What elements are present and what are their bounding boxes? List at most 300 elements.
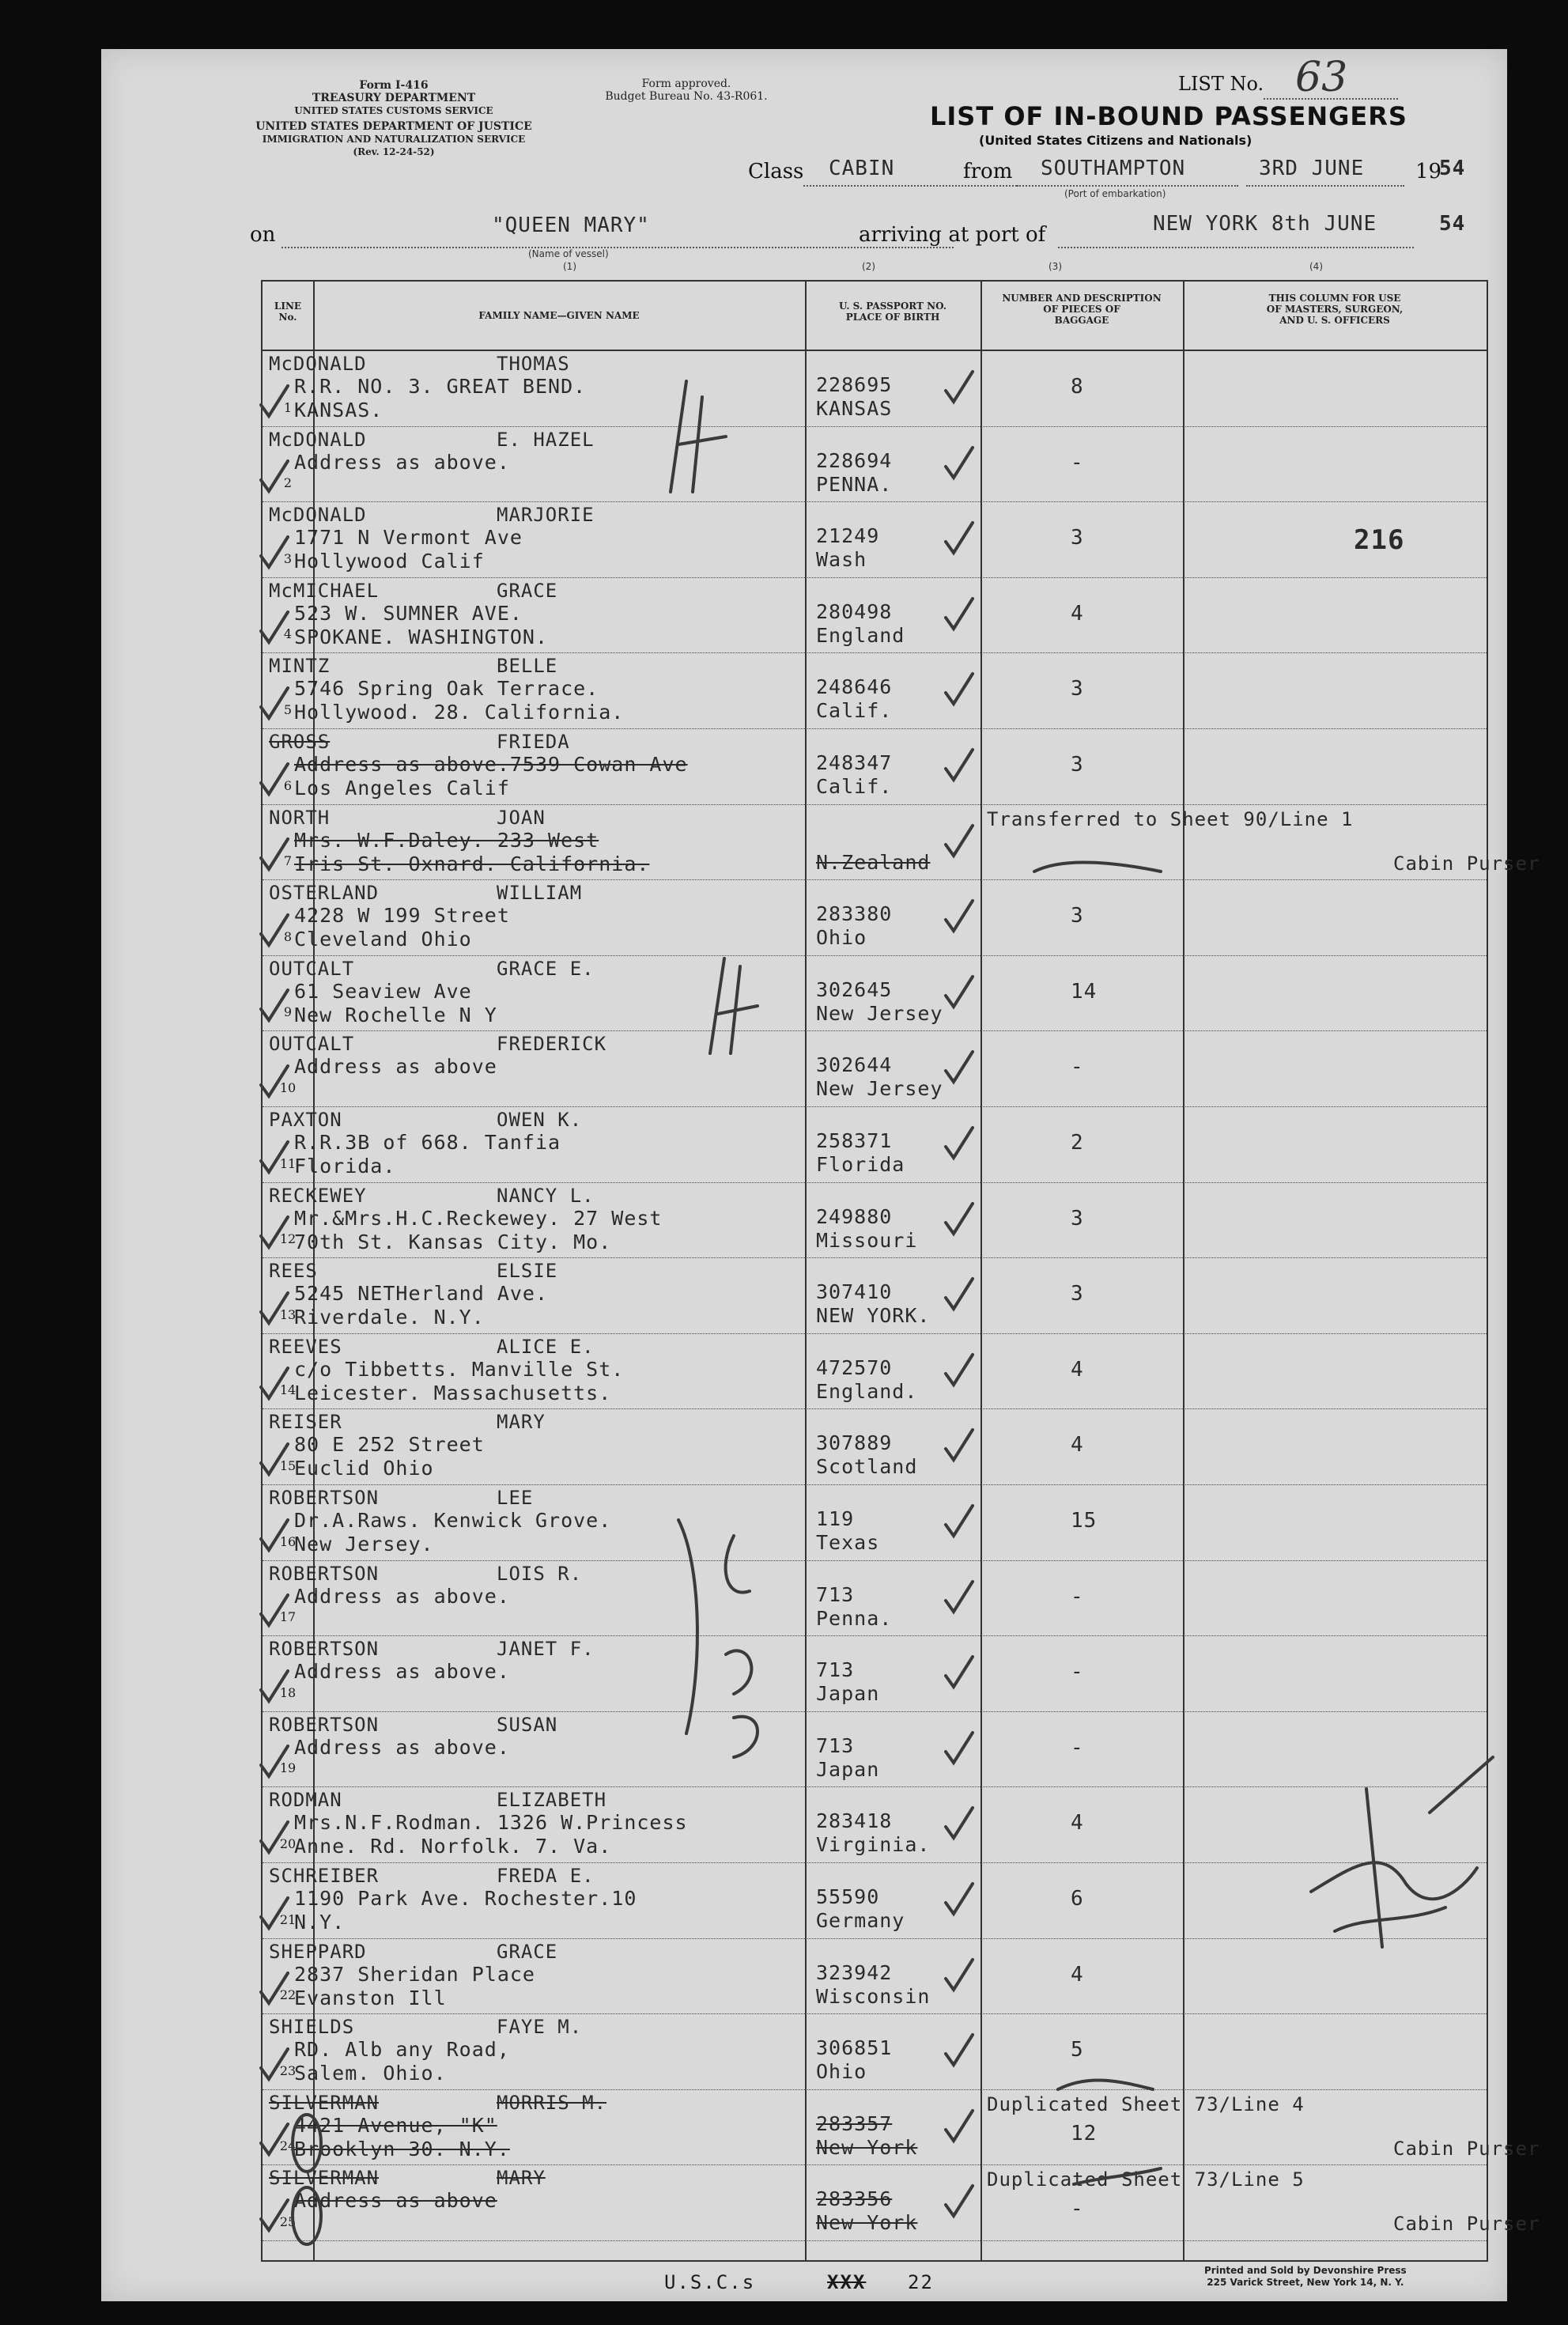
address-line-2: Brooklyn 30. N.Y. [294, 2137, 510, 2161]
check-mark [943, 443, 974, 481]
arriving-label: arriving at port of [859, 223, 1046, 247]
address-line-1: R.R. NO. 3. GREAT BEND. [294, 375, 587, 398]
passport-no: 280498 [816, 599, 893, 623]
table-row [263, 729, 1487, 805]
baggage-count: 3 [1071, 526, 1084, 550]
col3-index: (3) [1048, 261, 1062, 272]
address-line-1: Mrs.N.F.Rodman. 1326 W.Princess [294, 1811, 688, 1835]
given-name: MORRIS M. [497, 2091, 607, 2114]
check-mark [258, 1439, 289, 1477]
address-line-1: Address as above. [294, 1584, 510, 1608]
from-label: from [963, 160, 1013, 183]
check-mark [258, 1137, 289, 1175]
check-mark [943, 1803, 974, 1841]
place-of-birth: New Jersey [816, 1077, 943, 1101]
passport-no: 713 [816, 1733, 855, 1757]
check-mark [258, 1893, 289, 1931]
check-mark [943, 2181, 974, 2219]
given-name: MARY [497, 2167, 546, 2190]
baggage-count: 5 [1071, 2038, 1084, 2062]
address-line-1: 4421 Avenue, "K" [294, 2113, 497, 2137]
place-of-birth: Japan [816, 1757, 880, 1781]
ins-service: IMMIGRATION AND NATURALIZATION SERVICE [262, 134, 526, 145]
line-number: 11 [279, 1155, 297, 1171]
address-line-1: 1190 Park Ave. Rochester.10 [294, 1887, 637, 1910]
table-row [263, 1183, 1487, 1259]
address-line-1: 1771 N Vermont Ave [294, 526, 523, 550]
given-name: GRACE [497, 1940, 558, 1963]
family-name: SHEPPARD [269, 1940, 367, 1963]
check-mark [943, 1199, 974, 1237]
passport-no: 283380 [816, 902, 893, 926]
given-name: SUSAN [497, 1713, 558, 1736]
family-name: RECKEWEY [269, 1184, 367, 1207]
budget-bureau: Budget Bureau No. 43-R061. [605, 90, 768, 103]
line-number: 14 [279, 1382, 297, 1398]
line-number: 10 [279, 1079, 297, 1095]
place-of-birth: KANSAS [816, 397, 893, 420]
check-mark [258, 1666, 289, 1704]
check-mark [258, 2119, 289, 2157]
check-mark [258, 1741, 289, 1779]
table-row [263, 502, 1487, 578]
address-line-1: c/o Tibbetts. Manville St. [294, 1357, 625, 1381]
line-number: 21 [279, 1911, 297, 1927]
check-mark [258, 985, 289, 1023]
baggage-count: 4 [1071, 1357, 1084, 1382]
row-divider [263, 2240, 1487, 2241]
passenger-table [261, 280, 1540, 2262]
place-of-birth: Virginia. [816, 1833, 931, 1857]
line-number: 18 [279, 1684, 297, 1700]
place-of-birth: New Jersey [816, 1001, 943, 1025]
table-row [263, 1258, 1487, 1334]
family-name: OUTCALT [269, 1033, 355, 1056]
table-row [263, 578, 1487, 654]
check-mark [943, 1577, 974, 1615]
given-name: E. HAZEL [497, 428, 595, 451]
vessel-line [281, 247, 954, 248]
table-row [263, 805, 1540, 881]
baggage-count: - [1071, 1660, 1084, 1684]
line-number: 3 [283, 550, 293, 566]
passport-no: 283356 [816, 2187, 893, 2211]
passport-no: 302644 [816, 1053, 893, 1077]
check-mark [258, 1363, 289, 1401]
family-name: REEVES [269, 1335, 342, 1358]
address-line-2: Florida. [294, 1155, 396, 1178]
line-number: 9 [283, 1004, 293, 1020]
check-mark [258, 1061, 289, 1099]
place-of-birth: Ohio [816, 926, 867, 950]
printer-block [1204, 2265, 1407, 2289]
line-number: 23 [279, 2062, 297, 2078]
place-of-birth: England [816, 623, 905, 647]
place-of-birth: Germany [816, 1909, 905, 1932]
given-name: GRACE [497, 579, 558, 602]
check-mark [258, 834, 289, 872]
place-of-birth: Texas [816, 1531, 880, 1554]
check-mark [943, 1728, 974, 1766]
header-passport: U. S. PASSPORT NO. PLACE OF BIRTH [838, 301, 947, 323]
address-line-2: Euclid Ohio [294, 1457, 434, 1480]
passport-no: 248347 [816, 751, 893, 774]
check-mark [943, 2030, 974, 2068]
table-row [263, 880, 1487, 956]
check-mark [943, 1955, 974, 1993]
passport-no: 228694 [816, 448, 893, 472]
vessel-note: (Name of vessel) [528, 248, 609, 259]
date-line [1246, 185, 1404, 187]
address-line-1: 2837 Sheridan Place [294, 1962, 535, 1986]
baggage-count: 4 [1071, 601, 1084, 626]
check-mark [258, 1288, 289, 1326]
given-name: WILLIAM [497, 882, 583, 905]
approval-block [591, 78, 781, 103]
baggage-count: - [1071, 1584, 1084, 1609]
table-row [263, 1561, 1487, 1637]
table-row [263, 427, 1487, 503]
baggage-count: 15 [1071, 1509, 1098, 1533]
address-line-1: Address as above. [294, 1660, 510, 1684]
line-number: 15 [279, 1457, 297, 1473]
family-name: REES [269, 1260, 318, 1283]
family-name: ROBERTSON [269, 1713, 380, 1736]
place-of-birth: New York [816, 2211, 918, 2235]
address-line-2: New Jersey. [294, 1533, 434, 1556]
passport-no: 249880 [816, 1204, 893, 1228]
table-row [263, 1485, 1487, 1561]
address-line-1: 5245 NETHerland Ave. [294, 1282, 549, 1306]
line-number: 7 [283, 853, 293, 869]
address-line-1: Mr.&Mrs.H.C.Reckewey. 27 West [294, 1206, 663, 1230]
baggage-count: 6 [1071, 1887, 1084, 1911]
address-line-1: 80 E 252 Street [294, 1433, 485, 1457]
given-name: LOIS R. [497, 1562, 583, 1585]
check-mark [943, 1879, 974, 1917]
baggage-count: 14 [1071, 979, 1098, 1004]
passport-no: 306851 [816, 2036, 893, 2060]
address-line-2: Salem. Ohio. [294, 2062, 447, 2085]
family-name: OSTERLAND [269, 882, 380, 905]
line-number: 19 [279, 1760, 297, 1776]
baggage-count: Duplicated Sheet 73/Line 4 [987, 2092, 1305, 2115]
family-name: OUTCALT [269, 957, 355, 980]
table-row [263, 1863, 1487, 1939]
place-of-birth: New York [816, 2135, 918, 2159]
table-row [263, 653, 1487, 729]
line-number: 1 [283, 399, 293, 415]
baggage-count: 3 [1071, 904, 1084, 928]
address-line-2: Anne. Rd. Norfolk. 7. Va. [294, 1835, 612, 1858]
line-number: 20 [279, 1835, 297, 1851]
given-name: FRIEDA [497, 731, 570, 753]
given-name: JOAN [497, 806, 546, 829]
baggage-count: Transferred to Sheet 90/Line 1 [987, 807, 1354, 830]
officer-note: Cabin Purser [1393, 852, 1540, 875]
passport-no: 258371 [816, 1129, 893, 1152]
address-line-2: 70th St. Kansas City. Mo. [294, 1230, 612, 1253]
table-row [263, 1939, 1487, 2015]
year-prefix: 19 [1415, 160, 1442, 183]
family-name: SCHREIBER [269, 1865, 380, 1887]
table-row [263, 1031, 1487, 1107]
place-of-birth: NEW YORK. [816, 1304, 931, 1328]
address-line-1: Address as above. [294, 1735, 510, 1759]
passport-no: 302645 [816, 977, 893, 1001]
check-mark [943, 1123, 974, 1161]
family-name: NORTH [269, 806, 331, 829]
address-line-2: Los Angeles Calif [294, 777, 510, 800]
family-name: ROBERTSON [269, 1562, 380, 1585]
family-name: RODMAN [269, 1789, 342, 1812]
address-line-1: 61 Seaview Ave [294, 979, 472, 1003]
baggage-count: - [1071, 2197, 1084, 2221]
check-mark [943, 367, 974, 405]
baggage-count: 3 [1071, 753, 1084, 777]
baggage-count: Duplicated Sheet 73/Line 5 [987, 2168, 1305, 2191]
table-row [263, 2165, 1540, 2241]
address-line-2: Hollywood. 28. California. [294, 701, 625, 724]
place-of-birth: Japan [816, 1682, 880, 1706]
check-mark [258, 1968, 289, 2006]
line-number: 2 [283, 475, 293, 491]
baggage-count: 3 [1071, 1282, 1084, 1306]
baggage-count: 4 [1071, 1433, 1084, 1457]
baggage-count: - [1071, 1735, 1084, 1760]
address-line-1: 5746 Spring Oak Terrace. [294, 677, 599, 701]
check-mark [943, 972, 974, 1010]
table-row [263, 2090, 1540, 2166]
place-of-birth: Scotland [816, 1455, 918, 1479]
from-line [1017, 185, 1238, 187]
place-of-birth: Wisconsin [816, 1984, 931, 2008]
address-line-1: Address as above.7539 Cowan Ave [294, 753, 688, 776]
address-line-1: Mrs. W.F.Daley. 233 West [294, 828, 599, 852]
table-row [263, 956, 1487, 1032]
line-number: 13 [279, 1306, 297, 1322]
col4-index: (4) [1309, 261, 1323, 272]
given-name: NANCY L. [497, 1184, 595, 1207]
given-name: JANET F. [497, 1638, 595, 1661]
line-number: 6 [283, 777, 293, 793]
place-of-birth: Calif. [816, 699, 893, 723]
address-line-1: Address as above [294, 2189, 497, 2213]
address-line-2: KANSAS. [294, 399, 383, 422]
address-line-1: Dr.A.Raws. Kenwick Grove. [294, 1509, 612, 1532]
baggage-count: 4 [1071, 1811, 1084, 1835]
line-number: 5 [283, 701, 293, 717]
address-line-1: RD. Alb any Road, [294, 2038, 510, 2062]
check-mark [258, 1212, 289, 1250]
place-of-birth: Missouri [816, 1228, 918, 1252]
address-line-1: R.R.3B of 668. Tanfia [294, 1131, 561, 1154]
place-of-birth: Penna. [816, 1606, 893, 1630]
place-of-birth: Calif. [816, 775, 893, 798]
check-mark [258, 2044, 289, 2082]
check-mark [258, 910, 289, 948]
family-name: SHIELDS [269, 2016, 355, 2039]
page-title: LIST OF IN-BOUND PASSENGERS [930, 101, 1407, 131]
passport-no: 283418 [816, 1809, 893, 1833]
line-number: 25 [279, 2213, 297, 2229]
address-line-2: Leicester. Massachusetts. [294, 1381, 612, 1404]
family-name: ROBERTSON [269, 1638, 380, 1661]
address-line-2: Riverdale. N.Y. [294, 1306, 485, 1329]
table-row [263, 1787, 1487, 1863]
agency-block [244, 79, 544, 158]
class-value: CABIN [829, 157, 895, 180]
list-number-label: LIST No. [1178, 73, 1264, 95]
baggage-count: - [1071, 1055, 1084, 1079]
address-line-2: New Rochelle N Y [294, 1003, 497, 1026]
year-value: 54 [1439, 157, 1466, 180]
address-line-1: 523 W. SUMNER AVE. [294, 601, 523, 625]
check-mark [258, 759, 289, 797]
check-mark [943, 1652, 974, 1690]
port-embark-note: (Port of embarkation) [1064, 188, 1166, 199]
vessel-name: "QUEEN MARY" [492, 214, 650, 237]
officer-note: Cabin Purser [1393, 2213, 1540, 2236]
line-number: 16 [279, 1533, 297, 1549]
passport-no: 119 [816, 1507, 855, 1530]
given-name: OWEN K. [497, 1109, 583, 1131]
baggage-count: 3 [1071, 677, 1084, 701]
manifest-page [101, 49, 1540, 2301]
family-name: McMICHAEL [269, 579, 380, 602]
address-line-1: Address as above [294, 1055, 497, 1079]
departure-date: 3RD JUNE [1259, 157, 1365, 180]
place-of-birth: Wash [816, 548, 867, 572]
given-name: ELSIE [497, 1260, 558, 1283]
check-mark [943, 2106, 974, 2144]
customs-service: UNITED STATES CUSTOMS SERVICE [294, 105, 493, 116]
baggage-count: 12 [1071, 2121, 1098, 2145]
place-of-birth: N.Zealand [816, 850, 931, 874]
family-name: McDONALD [269, 353, 367, 375]
given-name: FREDERICK [497, 1033, 607, 1056]
list-number: 63 [1295, 54, 1348, 101]
given-name: MARJORIE [497, 504, 595, 527]
class-line [803, 185, 1017, 187]
baggage-count: 4 [1071, 1962, 1084, 1987]
page-subtitle: (United States Citizens and Nationals) [979, 133, 1253, 148]
passport-no: 472570 [816, 1355, 893, 1379]
family-name: MINTZ [269, 655, 331, 678]
form-number: Form I-416 [359, 79, 429, 92]
table-row [263, 1334, 1487, 1410]
place-of-birth: England. [816, 1379, 918, 1403]
passport-no: 323942 [816, 1960, 893, 1984]
check-mark [943, 669, 974, 707]
check-mark [258, 456, 289, 494]
passport-no: 228695 [816, 373, 893, 396]
table-row [263, 351, 1487, 427]
address-line-2: Evanston Ill [294, 1986, 447, 2009]
arrival-year: 54 [1439, 212, 1466, 236]
col2-index: (2) [862, 261, 875, 272]
check-mark [943, 896, 974, 934]
printer-line-1: Printed and Sold by Devonshire Press [1204, 2265, 1407, 2276]
given-name: THOMAS [497, 353, 570, 375]
check-mark [258, 2195, 289, 2233]
check-mark [258, 381, 289, 419]
passport-no: 307889 [816, 1431, 893, 1455]
family-name: GROSS [269, 731, 331, 753]
given-name: ELIZABETH [497, 1789, 607, 1812]
given-name: MARY [497, 1411, 546, 1434]
check-mark [943, 1425, 974, 1463]
family-name: ROBERTSON [269, 1487, 380, 1509]
check-mark [258, 532, 289, 570]
passport-no: 307410 [816, 1280, 893, 1304]
justice-dept: UNITED STATES DEPARTMENT OF JUSTICE [255, 120, 532, 133]
line-number: 8 [283, 928, 293, 944]
address-line-2: Hollywood Calif [294, 550, 485, 573]
check-mark [943, 821, 974, 859]
footer-xxx: XXX [827, 2271, 867, 2293]
passport-no: 55590 [816, 1885, 880, 1908]
passport-no: 21249 [816, 524, 880, 548]
check-mark [258, 1590, 289, 1628]
family-name: McDONALD [269, 504, 367, 527]
form-approved: Form approved. [641, 78, 731, 90]
printer-line-2: 225 Varick Street, New York 14, N. Y. [1207, 2277, 1404, 2288]
address-line-2: Iris St. Oxnard. California. [294, 852, 650, 875]
check-mark [943, 1047, 974, 1085]
check-mark [943, 594, 974, 632]
header-name: FAMILY NAME—GIVEN NAME [478, 310, 640, 321]
passport-no: 713 [816, 1582, 855, 1606]
on-label: on [250, 223, 276, 247]
port-of-embarkation: SOUTHAMPTON [1041, 157, 1186, 180]
given-name: LEE [497, 1487, 534, 1509]
place-of-birth: Ohio [816, 2060, 867, 2084]
table-row [263, 1409, 1487, 1485]
passport-no: 283357 [816, 2111, 893, 2135]
officer-note: 216 [1354, 524, 1405, 557]
given-name: BELLE [497, 655, 558, 678]
family-name: SILVERMAN [269, 2167, 380, 2190]
baggage-count: 2 [1071, 1131, 1084, 1155]
table-row [263, 1636, 1487, 1712]
check-mark [943, 1350, 974, 1388]
address-line-2: N.Y. [294, 1911, 346, 1934]
baggage-count: 3 [1071, 1206, 1084, 1231]
family-name: PAXTON [269, 1109, 342, 1131]
check-mark [258, 1817, 289, 1855]
header-officers: THIS COLUMN FOR USE OF MASTERS, SURGEON, AND U. S. OFFICERS [1266, 293, 1404, 326]
check-mark [258, 1515, 289, 1553]
check-mark [258, 607, 289, 645]
place-of-birth: Florida [816, 1153, 905, 1176]
check-mark [943, 745, 974, 783]
line-number: 12 [279, 1231, 297, 1247]
check-mark [943, 1501, 974, 1539]
revision: (Rev. 12-24-52) [353, 146, 435, 157]
given-name: ALICE E. [497, 1335, 595, 1358]
family-name: REISER [269, 1411, 342, 1434]
address-line-1: 4228 W 199 Street [294, 904, 510, 928]
class-label: Class [748, 160, 804, 183]
address-line-2: SPOKANE. WASHINGTON. [294, 625, 549, 648]
given-name: FAYE M. [497, 2016, 583, 2039]
family-name: SILVERMAN [269, 2091, 380, 2114]
table-row [263, 2014, 1487, 2090]
line-number: 17 [279, 1609, 297, 1625]
footer-code: 22 [908, 2271, 934, 2293]
passport-no: 248646 [816, 675, 893, 699]
